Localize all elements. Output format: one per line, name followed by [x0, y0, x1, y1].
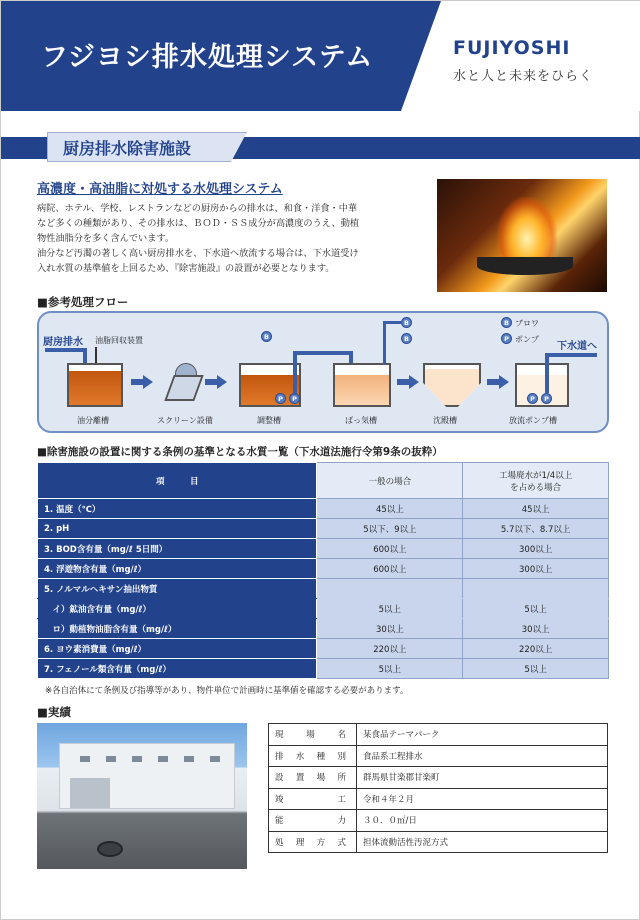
legend-blower-label: ブロワ [515, 319, 539, 328]
stage-label-1: 油分離槽 [77, 416, 109, 425]
result-value: ３０．０㎥/日 [357, 810, 608, 832]
stage-label-2: スクリーン設備 [157, 416, 213, 425]
building-graphic [59, 743, 235, 809]
result-key: 処理方式 [269, 831, 357, 853]
row-general: 600以上 [317, 559, 463, 579]
results-heading: ■実績 [37, 705, 71, 719]
row-factory: 5.7以下、8.7以上 [463, 519, 609, 539]
flow-arrow-1 [131, 379, 143, 385]
result-key: 排水種別 [269, 745, 357, 767]
inlet-label: 厨房排水 [43, 337, 83, 348]
flow-arrowhead-3 [409, 375, 419, 389]
row-general: 30以上 [317, 619, 463, 639]
table-row [38, 499, 609, 519]
results-table [268, 723, 608, 853]
result-value: 食品系工程排水 [357, 745, 608, 767]
discharge-pipe [545, 353, 597, 357]
result-value: 某食品テーマパーク [357, 724, 608, 746]
row-general: 220以上 [317, 639, 463, 659]
table-header-row [38, 463, 609, 499]
flow-arrowhead-2 [217, 375, 227, 389]
result-key: 能力 [269, 810, 357, 832]
intro-line-4: 油分など汚濁の著しく高い厨房排水を、下水道へ放流する場合は、下水道受け [37, 248, 359, 259]
outlet-label: 下水道へ [557, 341, 597, 352]
row-item: 3. BOD含有量（mg/ℓ 5日間） [38, 539, 317, 559]
inlet-drop [83, 348, 87, 363]
flow-diagram [37, 311, 609, 433]
row-item: ロ）動植物油脂含有量（mg/ℓ） [38, 619, 317, 639]
legend-pump-label: ポンプ [515, 335, 539, 344]
stage-label-3: 調整槽 [257, 416, 281, 425]
row-factory: 300以上 [463, 559, 609, 579]
row-general [317, 579, 463, 599]
blower-icon: B [401, 333, 412, 344]
transfer-pipe [293, 351, 353, 355]
col-header-factory-line2: を占める場合 [510, 482, 562, 493]
settling-tank [423, 363, 481, 407]
row-item: 4. 浮遊物含有量（mg/ℓ） [38, 559, 317, 579]
legend-pump-icon: P [501, 333, 512, 344]
col-header-factory [463, 463, 609, 499]
col-header-general: 一般の場合 [317, 463, 463, 499]
row-item: イ）鉱油含有量（mg/ℓ） [38, 599, 317, 619]
row-factory: 30以上 [463, 619, 609, 639]
stage-label-5: 沈殿槽 [433, 416, 457, 425]
blower-icon: B [261, 331, 272, 342]
flow-arrowhead-4 [499, 375, 509, 389]
row-general: 5以上 [317, 599, 463, 619]
discharge-pipe-up [545, 353, 549, 393]
transfer-pipe-up [293, 351, 297, 395]
intro-line-1: 病院、ホテル、学校、レストランなどの厨房からの排水は、和食・洋食・中華 [37, 203, 358, 214]
table-row [269, 767, 608, 789]
flow-arrow-2 [205, 379, 217, 385]
oil-separator-tank [67, 363, 123, 407]
blower-icon: B [401, 317, 412, 328]
screen-unit [164, 375, 203, 401]
flow-arrow-3 [397, 379, 409, 385]
stage-label-6: 放流ポンプ槽 [509, 416, 557, 425]
flow-heading: ■参考処理フロー [37, 295, 129, 309]
flow-arrow-4 [487, 379, 499, 385]
result-key: 現場名 [269, 724, 357, 746]
row-general: 600以上 [317, 539, 463, 559]
row-factory [463, 579, 609, 599]
company-tagline: 水と人と未来をひらく [453, 69, 594, 84]
table-row [38, 639, 609, 659]
col-header-factory-line1: 工場廃水が1/4以上 [499, 470, 573, 481]
table-row [38, 559, 609, 579]
table-row [269, 810, 608, 832]
result-key: 設置場所 [269, 767, 357, 789]
criteria-note: ※各自治体にて条例及び指導等があり、物件単位で計画時に基準値を確認する必要があります。 [45, 686, 409, 696]
result-value: 令和４年２月 [357, 788, 608, 810]
row-item: 5. ノルマルヘキサン抽出物質 [38, 579, 317, 599]
company-logo: FUJIYOSHI [453, 37, 571, 59]
stage-label-4: ばっ気槽 [345, 416, 377, 425]
row-general: 5以下、9以上 [317, 519, 463, 539]
row-general: 45以上 [317, 499, 463, 519]
oil-device-label: 油脂回収装置 [95, 336, 143, 345]
pump-icon: P [289, 393, 300, 404]
facility-photo [37, 723, 247, 869]
legend-blower-icon: B [501, 317, 512, 328]
table-row [269, 745, 608, 767]
row-factory: 5以上 [463, 599, 609, 619]
row-item: 6. ヨウ素消費量（mg/ℓ） [38, 639, 317, 659]
inlet-pipe [45, 348, 85, 352]
pump-icon: P [275, 393, 286, 404]
table-row [269, 724, 608, 746]
lead-heading: 高濃度・高油脂に対処する水処理システム [37, 182, 283, 197]
table-row [38, 519, 609, 539]
row-factory: 45以上 [463, 499, 609, 519]
result-value: 担体流動活性汚泥方式 [357, 831, 608, 853]
result-key: 竣工 [269, 788, 357, 810]
criteria-heading: ■除害施設の設置に関する条例の基準となる水質一覧（下水道法施行令第9条の抜粋） [37, 446, 443, 458]
section-title: 厨房排水除害施設 [63, 139, 192, 158]
wok-graphic [477, 257, 573, 275]
result-value: 群馬県甘楽郡甘楽町 [357, 767, 608, 789]
table-row [38, 659, 609, 679]
kitchen-photo [437, 179, 607, 292]
table-row [269, 831, 608, 853]
pump-icon: P [541, 393, 552, 404]
flow-arrowhead-1 [143, 375, 153, 389]
table-row [38, 579, 609, 599]
aeration-tank [333, 363, 391, 407]
table-row [38, 539, 609, 559]
row-item: 1. 温度（℃） [38, 499, 317, 519]
intro-line-3: 物性油脂分を多く含んでいます。 [37, 233, 175, 244]
manhole-graphic [97, 841, 123, 857]
row-item: 2. pH [38, 519, 317, 539]
row-factory: 5以上 [463, 659, 609, 679]
row-general: 5以上 [317, 659, 463, 679]
page-title: フジヨシ排水処理システム [41, 42, 374, 73]
row-item: 7. フェノール類含有量（mg/ℓ） [38, 659, 317, 679]
table-row [269, 788, 608, 810]
row-factory: 220以上 [463, 639, 609, 659]
criteria-table [37, 462, 609, 679]
pump-icon: P [527, 393, 538, 404]
intro-line-2: など多くの種類があり、その排水は、ＢＯＤ・ＳＳ成分が高濃度のうえ、動植 [37, 218, 360, 229]
table-row [38, 619, 609, 639]
row-factory: 300以上 [463, 539, 609, 559]
table-row [38, 599, 609, 619]
air-pipe-2 [383, 321, 386, 365]
col-header-item: 項 目 [38, 463, 317, 499]
intro-line-5: 入れ水質の基準値を上回るため、『除害施設』の設置が必要となります。 [37, 263, 335, 274]
